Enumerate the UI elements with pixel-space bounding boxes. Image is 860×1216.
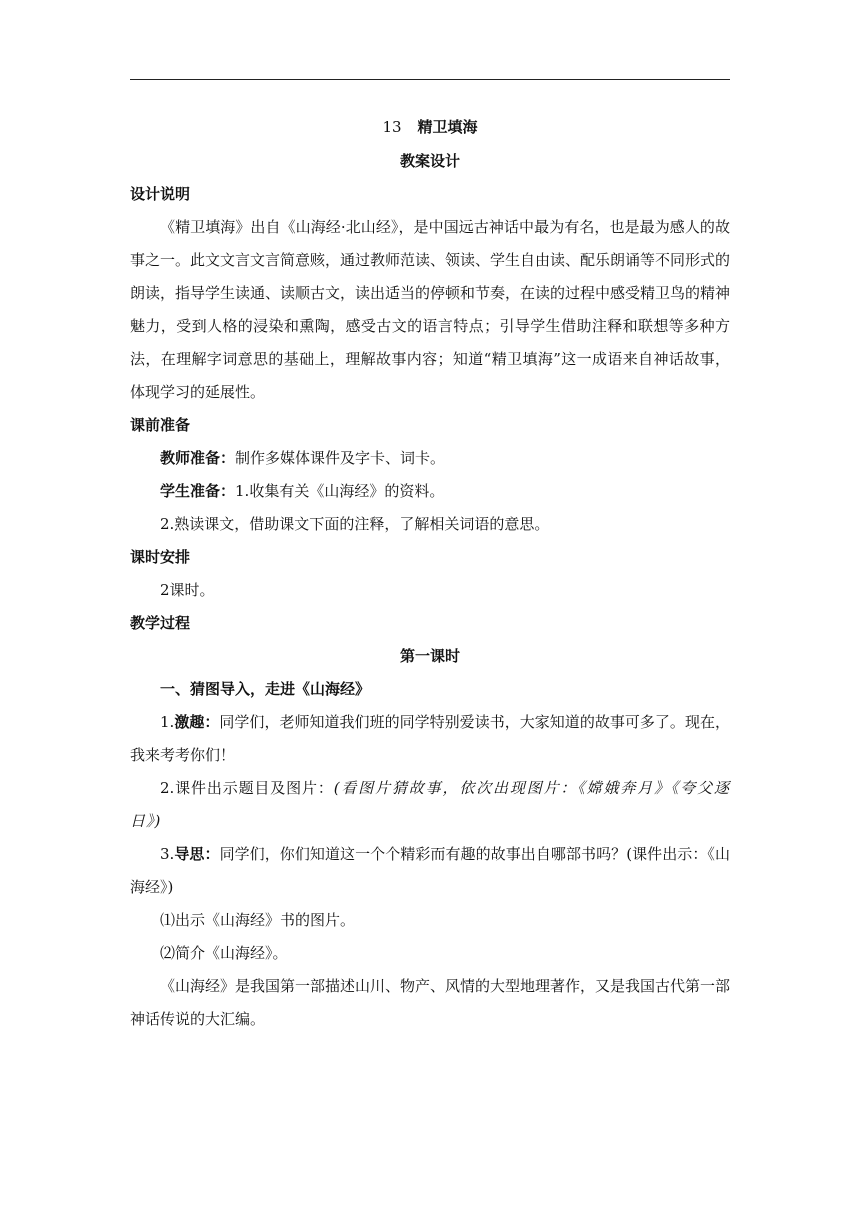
step-1-label: 激趣： xyxy=(174,713,220,731)
teacher-prep-label: 教师准备： xyxy=(160,449,236,467)
lesson-subtitle: 教案设计 xyxy=(399,152,460,170)
step-2-note: (看图片猜故事，依次出现图片：《嫦娥奔月》《夸父逐日》) xyxy=(130,779,730,830)
schedule-heading: 课时安排 xyxy=(130,548,191,566)
header-rule xyxy=(130,79,730,80)
step-3-label: 导思： xyxy=(174,845,220,863)
teacher-prep-text: 制作多媒体课件及字卡、词卡。 xyxy=(235,449,446,467)
step-3-number: 3. xyxy=(160,845,175,863)
shanhaijing-intro: 《山海经》是我国第一部描述山川、物产、风情的大型地理著作，又是我国古代第一部神话传说的大汇编。 xyxy=(130,977,731,1028)
student-prep-item-2: 2.熟读课文，借助课文下面的注释，了解相关词语的意思。 xyxy=(160,515,550,533)
document-body xyxy=(130,110,730,1036)
step-3 xyxy=(130,838,730,904)
process-heading: 教学过程 xyxy=(130,614,191,632)
student-prep-label: 学生准备： xyxy=(160,482,236,500)
step-1-text: 同学们，老师知道我们班的同学特别爱读书，大家知道的故事可多了。现在，我来考考你们！ xyxy=(130,713,730,764)
step-2 xyxy=(130,772,730,838)
step-3-note: (课件出示：《山海经》) xyxy=(130,845,730,896)
sub-item-2: ⑵简介《山海经》。 xyxy=(160,944,288,962)
step-2-text: 2.课件出示题目及图片： xyxy=(160,779,334,797)
student-prep-item-1: 1.收集有关《山海经》的资料。 xyxy=(235,482,445,500)
step-1-number: 1. xyxy=(160,713,175,731)
step-3-text: 同学们，你们知道这一个个精彩而有趣的故事出自哪部书吗？ xyxy=(219,845,627,863)
lesson-number: 13 xyxy=(382,118,402,136)
teacher-prep xyxy=(130,442,730,475)
lesson-title-text: 精卫填海 xyxy=(417,118,478,136)
sub-item-1: ⑴出示《山海经》书的图片。 xyxy=(160,911,356,929)
design-heading: 设计说明 xyxy=(130,185,191,203)
part-1-heading: 一、猜图导入，走进《山海经》 xyxy=(160,680,371,698)
prep-heading: 课前准备 xyxy=(130,416,191,434)
student-prep xyxy=(130,475,730,508)
lesson-title xyxy=(130,110,730,144)
period-1-heading: 第一课时 xyxy=(399,647,460,665)
schedule-text: 2课时。 xyxy=(160,581,215,599)
design-paragraph: 《精卫填海》出自《山海经·北山经》，是中国远古神话中最为有名，也是最为感人的故事之一。此文文言文言简意赅，通过教师范读、领读、学生自由读、配乐朗诵等不同形式的朗读，指导学生读通、读顺古文，读出适当的停顿和节奏，在读的过程中感受精卫鸟的精神魅力，受到人格的浸染和熏陶，感受古文的语言特点；引导学生借助注释和联想等多种方法，在理解字词意思的基础上，理解故事内容；知道“精卫填海”这一成语来自神话故事，体现学习的延展性。 xyxy=(130,218,731,401)
step-1 xyxy=(130,706,730,772)
